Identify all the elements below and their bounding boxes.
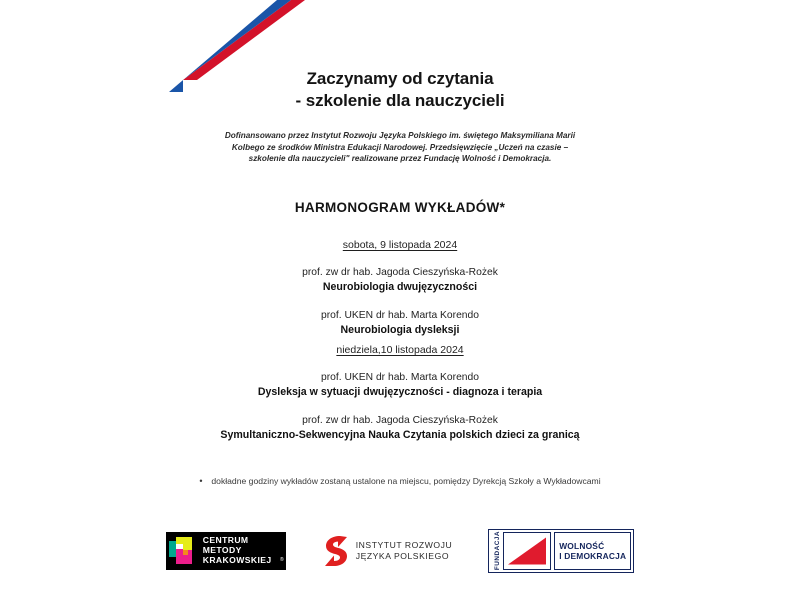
footnote (0, 471, 800, 489)
day-2-lecture-2-lecturer: prof. zw dr hab. Jagoda Cieszyńska-Rożek (302, 414, 498, 426)
day-1-lecture-1-lecturer: prof. zw dr hab. Jagoda Cieszyńska-Rożek (302, 267, 498, 278)
footnote-text: dokładne godziny wykładów zostaną ustalone na miejscu, pomiędzy Dyrekcją Szkoły a Wykładowcami (211, 476, 601, 486)
funding-note (0, 130, 800, 166)
cmk-line-3: KRAKOWSKIEJ (202, 554, 272, 565)
fwid-triangle-icon (503, 532, 551, 570)
fwid-vertical-label (491, 532, 503, 570)
schedule-day-1 (0, 238, 800, 337)
fwid-fundacja-text: FUNDACJA (493, 531, 501, 571)
footnote-text-wrap (199, 475, 600, 487)
centrum-metody-krakowskiej-logo (166, 532, 286, 570)
day-1-lecture-1-title: Neurobiologia dwujęzyczności (322, 281, 478, 293)
day-2-lecture-1 (0, 371, 800, 400)
title-line-1: Zaczynamy od czytania (306, 69, 494, 88)
irjp-flame-mark-icon (322, 535, 348, 567)
day-1-date: sobota, 9 listopada 2024 (342, 239, 458, 251)
cmk-mosaic-icon (166, 532, 200, 570)
registered-trademark-icon: ® (280, 557, 284, 563)
instytut-rozwoju-jezyka-polskiego-logo (322, 532, 452, 570)
bullet-icon: • (199, 476, 203, 486)
fwid-line-1: WOLNOŚĆ (559, 541, 605, 551)
title-line-2: - szkolenie dla nauczycieli (295, 91, 505, 110)
irjp-wordmark (356, 540, 452, 563)
day-2-lecture-2-title: Symultaniczno-Sekwencyjna Nauka Czytania polskich dzieci za granicą (220, 428, 580, 441)
cmk-line-1: CENTRUM (202, 535, 249, 546)
cmk-wordmark (200, 532, 286, 570)
fwid-line-2: I DEMOKRACJA (559, 551, 627, 561)
day-2-lecture-1-title: Dysleksja w sytuacji dwujęzyczności - diagnoza i terapia (257, 386, 543, 398)
schedule-day-2 (0, 343, 800, 442)
funding-note-text: Dofinansowano przez Instytut Rozwoju Języka Polskiego im. świętego Maksymiliana Marii Kolbego ze środków Ministra Edukacji Narodowej. Przedsięwzięcie „Uczeń na czasie – szkolenie dla nauczycieli" realizowane przez Fundację Wolność i Demokracja. (224, 131, 576, 164)
logo-strip (0, 527, 800, 575)
day-2-date: niedziela,10 listopada 2024 (336, 344, 464, 356)
fundacja-wolnosc-i-demokracja-logo (488, 529, 634, 573)
fwid-wordmark (554, 532, 631, 570)
day-1-lecture-2-lecturer: prof. UKEN dr hab. Marta Korendo (321, 309, 479, 321)
day-2-lecture-2 (0, 414, 800, 443)
day-1-lecture-1 (0, 266, 800, 295)
irjp-line-1: INSTYTUT ROZWOJU (355, 539, 453, 550)
day-1-lecture-2-title: Neurobiologia dysleksji (340, 323, 460, 336)
cmk-line-2: METODY (202, 545, 242, 556)
irjp-line-2: JĘZYKA POLSKIEGO (355, 551, 450, 561)
day-1-lecture-2 (0, 309, 800, 338)
day-2-lecture-1-lecturer: prof. UKEN dr hab. Marta Korendo (321, 372, 479, 383)
schedule-heading: HARMONOGRAM WYKŁADÓW* (294, 200, 506, 215)
poster-title (0, 68, 800, 112)
